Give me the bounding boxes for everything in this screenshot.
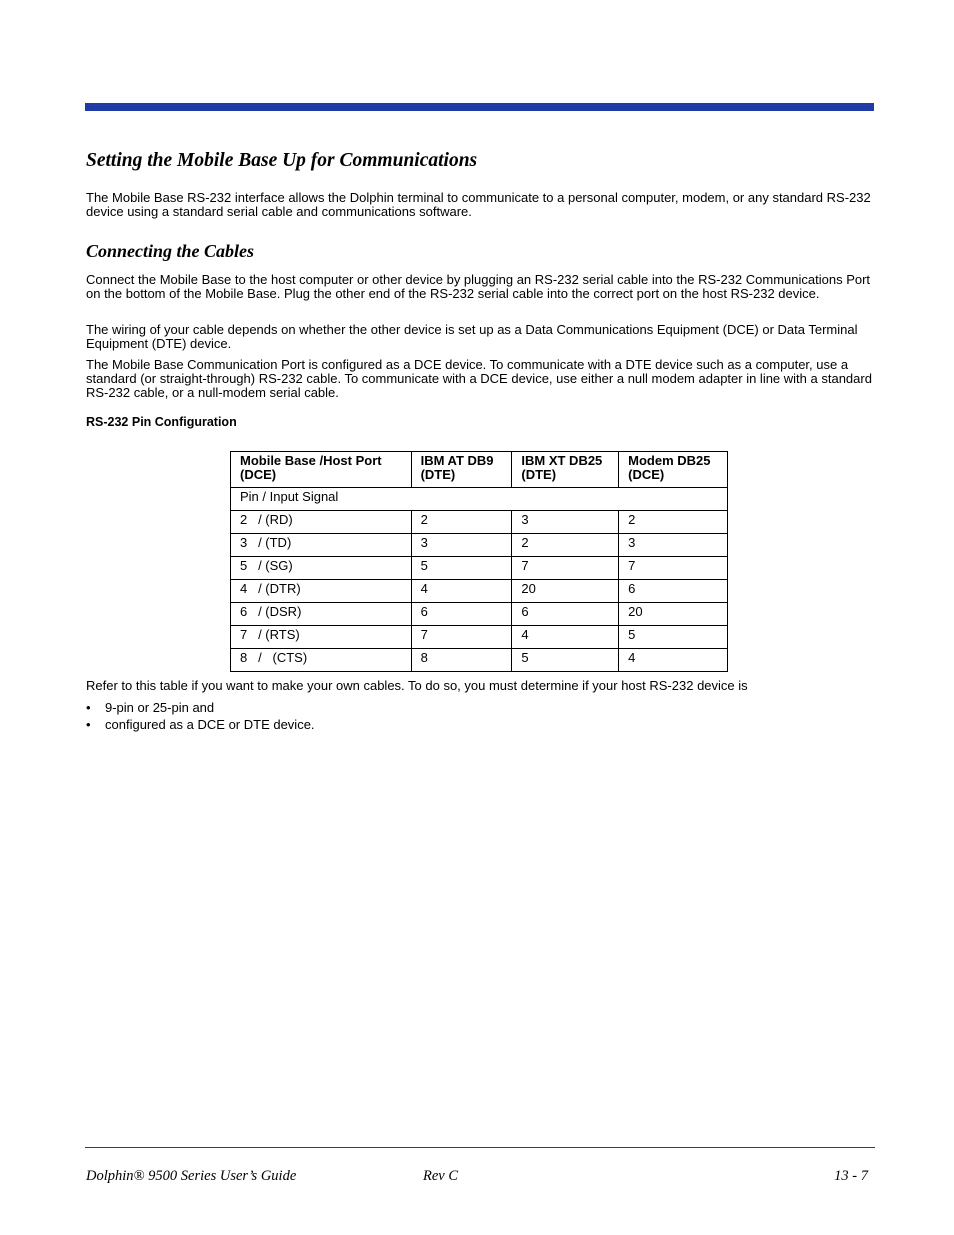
section-heading: Setting the Mobile Base Up for Communications [86,150,478,171]
table-cell: 4 / (DTR) [231,580,412,603]
table-row [231,557,728,580]
header-mobile-base: Mobile Base /Host Port (DCE) [231,452,412,488]
table-row [231,649,728,672]
table-cell: 5 / (SG) [231,557,412,580]
intro-paragraph: The Mobile Base RS-232 interface allows the Dolphin terminal to communicate to a personal computer, modem, or any standard RS-232 device using a standard serial cable and communications software. [86,190,871,219]
table-cell: 7 [411,626,512,649]
table-cell: 4 [411,580,512,603]
header-accent-bar [85,103,874,111]
footer-rule [85,1147,875,1148]
table-cell: 6 [619,580,728,603]
list-item: • 9-pin or 25-pin and [86,699,315,716]
header-ibm-at: IBM AT DB9 (DTE) [411,452,512,488]
header-modem: Modem DB25 (DCE) [619,452,728,488]
footer-guide-title: Dolphin® 9500 Series User’s Guide [86,1168,297,1184]
table-cell: 5 [411,557,512,580]
body-paragraph-1: Connect the Mobile Base to the host computer or other device by plugging an RS-232 serial cable into the RS-232 Communications Port on the bottom of the Mobile Base. Plug the other end of the RS-232 serial cable into the correct port on the host RS-232 device. [86,272,871,301]
table-caption: RS-232 Pin Configuration [86,415,237,429]
table-cell: 6 / (DSR) [231,603,412,626]
table-cell: 3 [619,534,728,557]
table-cell: 5 [512,649,619,672]
table-row [231,534,728,557]
after-table-paragraph: Refer to this table if you want to make your own cables. To do so, you must determine if your host RS-232 device is [86,678,748,693]
table-cell: 2 [411,511,512,534]
table-cell: 4 [619,649,728,672]
table-cell: 7 / (RTS) [231,626,412,649]
body-paragraph-3: The Mobile Base Communication Port is configured as a DCE device. To communicate with a DTE device such as a computer, use a standard (or straight-through) RS-232 cable. To communicate with a DCE device, use either a null modem adapter in line with a standard RS-232 cable, or a null-modem serial cable. [86,357,872,400]
table-cell: 3 [512,511,619,534]
table-row [231,580,728,603]
table-header-row [231,452,728,488]
table-cell: 8 [411,649,512,672]
table-cell: 2 [512,534,619,557]
subheader-pin-signal: Pin / Input Signal [231,488,728,511]
table-cell: 5 [619,626,728,649]
table-cell: 2 [619,511,728,534]
requirements-list [86,699,315,733]
table-cell: 6 [512,603,619,626]
pin-configuration-table [230,451,728,672]
footer-page-number: 13 - 7 [834,1168,868,1184]
table-cell: 7 [512,557,619,580]
table-row [231,603,728,626]
table-cell: 4 [512,626,619,649]
table-cell: 2 / (RD) [231,511,412,534]
table-cell: 3 [411,534,512,557]
table-row [231,511,728,534]
table-row [231,626,728,649]
table-cell: 7 [619,557,728,580]
body-paragraph-2: The wiring of your cable depends on whether the other device is set up as a Data Communications Equipment (DCE) or Data Terminal Equipment (DTE) device. [86,322,858,351]
table-subheader-row [231,488,728,511]
list-item: • configured as a DCE or DTE device. [86,716,315,733]
table-cell: 3 / (TD) [231,534,412,557]
table-cell: 20 [619,603,728,626]
table-cell: 20 [512,580,619,603]
header-ibm-xt: IBM XT DB25 (DTE) [512,452,619,488]
table-cell: 6 [411,603,512,626]
subsection-heading: Connecting the Cables [86,241,255,261]
footer-revision: Rev C [423,1168,459,1184]
table-cell: 8 / (CTS) [231,649,412,672]
